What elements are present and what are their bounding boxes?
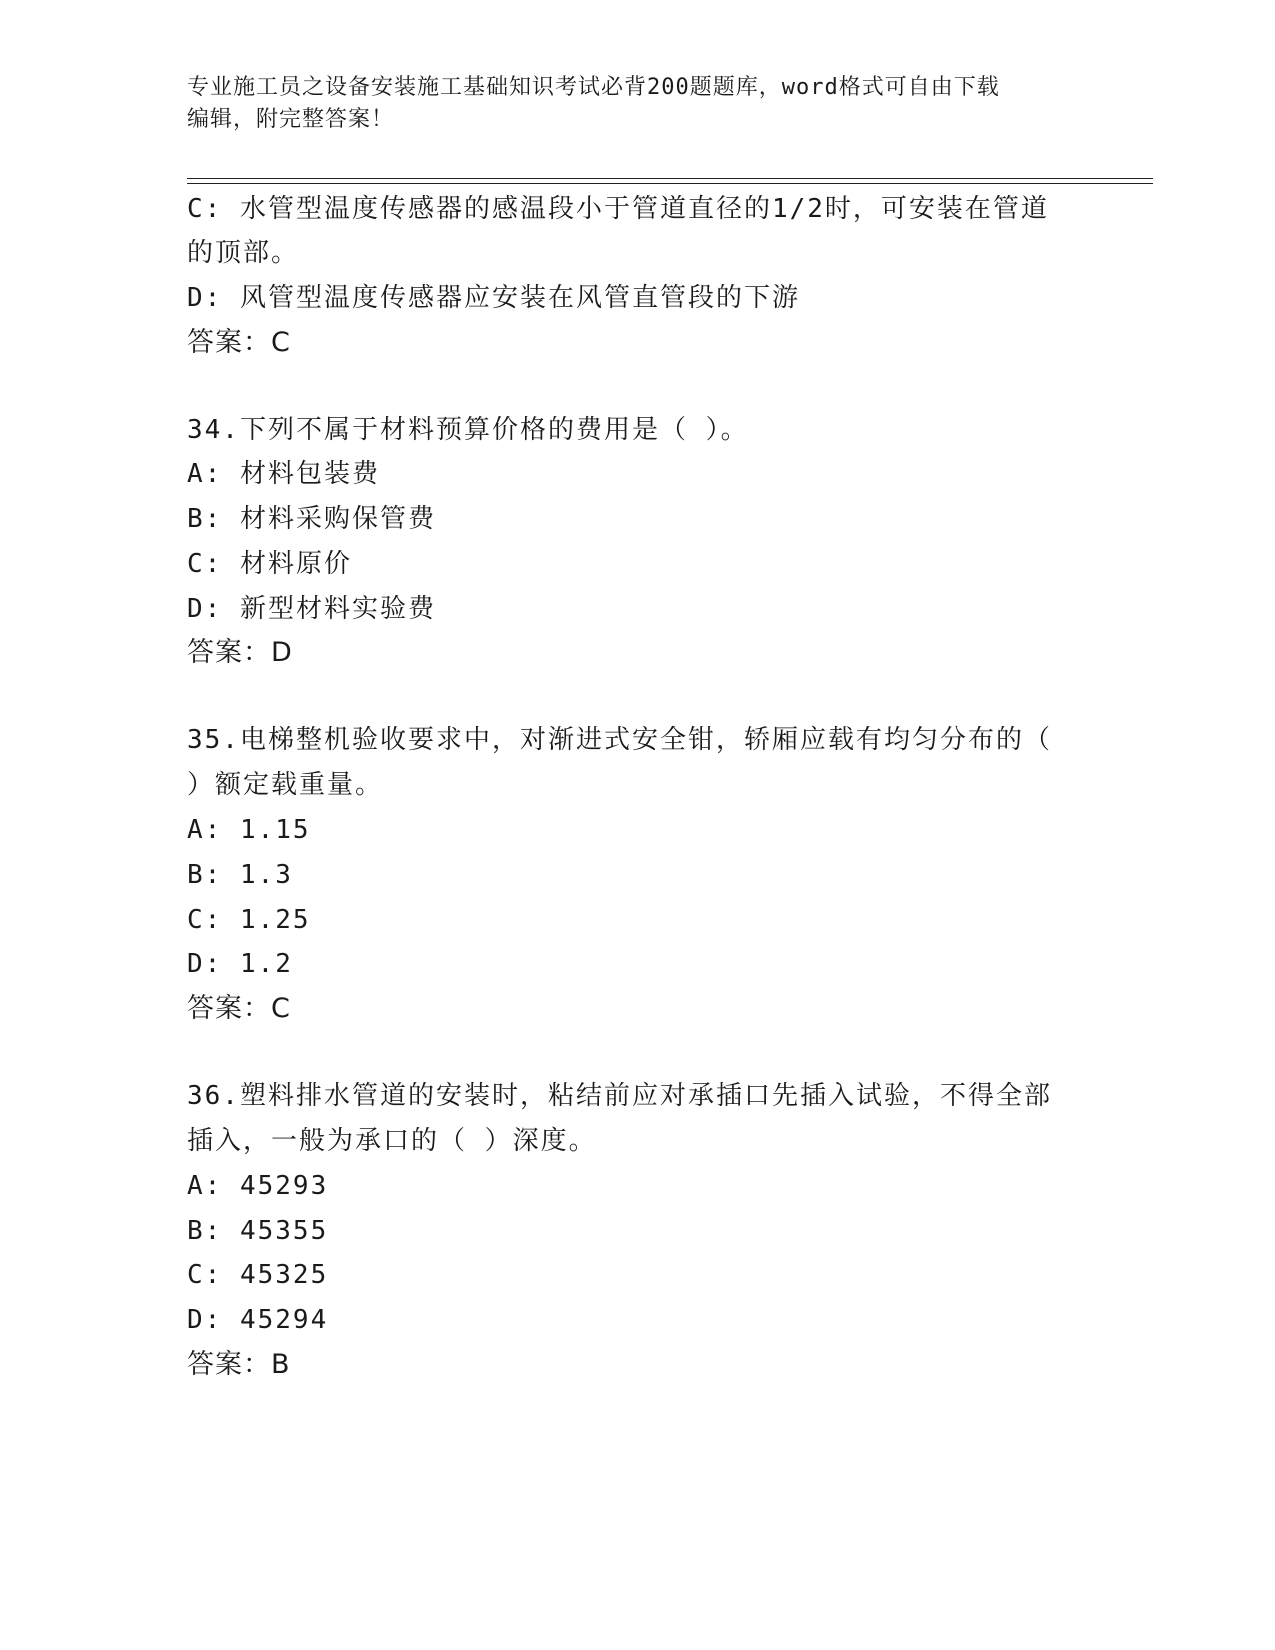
q35-answer: 答案：C [187,993,291,1024]
q35-option-c: C: 1.25 [187,905,311,935]
q34-option-c: C: 材料原价 [187,549,352,579]
q36-option-a: A: 45293 [187,1171,329,1201]
q34-option-b: B: 材料采购保管费 [187,504,436,534]
q34-answer: 答案：D [187,637,293,668]
header-line-1: 专业施工员之设备安装施工基础知识考试必背200题题库，word格式可自由下载 [187,75,1000,100]
q35-option-b: B: 1.3 [187,860,293,890]
header-divider-top [187,178,1153,179]
q36-option-c: C: 45325 [187,1260,329,1290]
q36-option-b: B: 45355 [187,1216,329,1246]
q36-answer: 答案：B [187,1349,291,1380]
q36-stem-line-1: 36.塑料排水管道的安装时，粘结前应对承插口先插入试验，不得全部 [187,1081,1052,1111]
q35-option-a: A: 1.15 [187,815,311,845]
q35-stem-line-1: 35.电梯整机验收要求中，对渐进式安全钳，轿厢应载有均匀分布的（ [187,725,1052,755]
q33-option-d: D: 风管型温度传感器应安装在风管直管段的下游 [187,283,800,313]
q33-option-c-line-2: 的顶部。 [187,238,300,268]
q35-option-d: D: 1.2 [187,949,293,979]
q34-option-a: A: 材料包装费 [187,459,380,489]
q36-stem-line-2: 插入，一般为承口的（ ）深度。 [187,1126,597,1156]
q34-stem: 34.下列不属于材料预算价格的费用是（ ）。 [187,415,749,445]
document-header [187,72,1067,136]
header-line-2: 编辑，附完整答案！ [187,107,395,132]
q36-option-d: D: 45294 [187,1305,329,1335]
q33-option-c-line-1: C: 水管型温度传感器的感温段小于管道直径的1/2时，可安装在管道 [187,194,1049,224]
q33-answer: 答案：C [187,327,291,358]
q35-stem-line-2: ）额定载重量。 [187,770,384,800]
header-divider-bottom [187,183,1153,184]
q34-option-d: D: 新型材料实验费 [187,594,436,624]
